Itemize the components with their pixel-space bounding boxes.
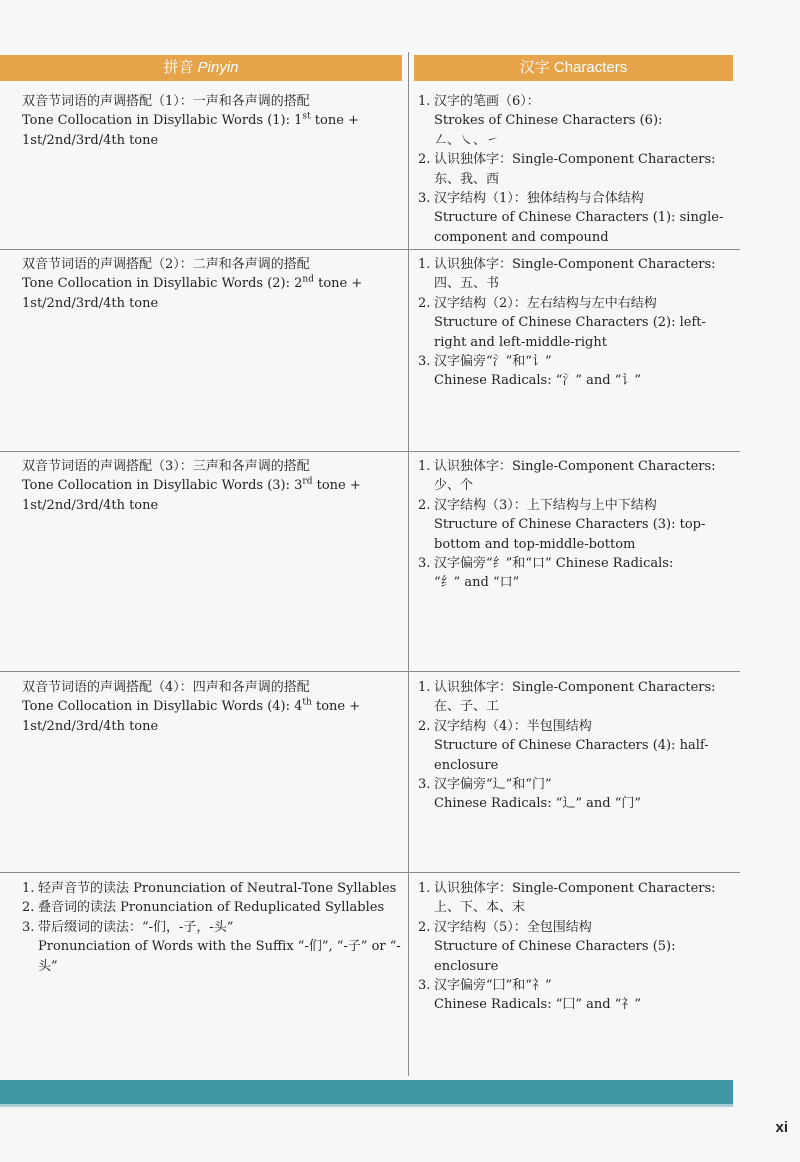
list-item-en: Structure of Chinese Characters (2): left-right and left-middle-right	[434, 315, 706, 350]
pinyin-tones: 1st/2nd/3rd/4th tone	[22, 718, 159, 734]
list-item: 1. 认识独体字：Single-Component Characters:	[418, 680, 716, 695]
characters-cell-4	[418, 678, 738, 814]
list-item: 3. 汉字偏旁“辶”和“门”	[418, 777, 552, 793]
list-item-en: Pronunciation of Words with the Suffix “-们”, “-子” or “-头”	[38, 939, 401, 974]
pinyin-tones: 1st/2nd/3rd/4th tone	[22, 132, 159, 148]
list-item: 1. 认识独体字：Single-Component Characters:	[418, 257, 716, 272]
list-item: 2. 汉字结构（2）：左右结构与左中右结构	[418, 295, 657, 311]
pinyin-title: 双音节词语的声调搭配（2）：二声和各声调的搭配	[22, 257, 310, 272]
list-item: 3. 带后缀词的读法：“-们，-子，-头”	[22, 919, 234, 935]
list-item-en: Strokes of Chinese Characters (6):	[434, 113, 663, 129]
characters-cell-2	[418, 255, 738, 391]
row-divider	[0, 451, 740, 452]
pinyin-title: 双音节词语的声调搭配（1）：一声和各声调的搭配	[22, 94, 310, 109]
list-item: 1. 汉字的笔画（6）：	[418, 94, 540, 109]
list-item-extra: ㇜、㇏、㇀	[434, 132, 500, 148]
pinyin-tones: 1st/2nd/3rd/4th tone	[22, 295, 159, 311]
characters-cell-5	[418, 879, 738, 1015]
header-pinyin-en: Pinyin	[197, 59, 239, 76]
pinyin-tones: 1st/2nd/3rd/4th tone	[22, 497, 159, 513]
list-item-en: Structure of Chinese Characters (3): top-bottom and top-middle-bottom	[434, 517, 706, 552]
list-item: 3. 汉字偏旁“纟”和“口” Chinese Radicals:	[418, 556, 674, 572]
pinyin-cell-5	[22, 879, 402, 976]
list-item-extra: 上、下、本、末	[434, 900, 526, 916]
list-item-en: Structure of Chinese Characters (5): enclosure	[434, 939, 676, 974]
row-divider	[0, 872, 740, 873]
page-number: xi	[775, 1119, 788, 1136]
header-characters: 汉字 Characters	[414, 55, 733, 81]
list-item: 3. 汉字结构（1）：独体结构与合体结构	[418, 191, 644, 207]
pinyin-cell-3	[22, 457, 402, 515]
pinyin-title: 双音节词语的声调搭配（3）：三声和各声调的搭配	[22, 459, 310, 474]
list-item-en: Structure of Chinese Characters (4): half-enclosure	[434, 738, 709, 773]
list-item-extra: “纟” and “口”	[434, 575, 520, 591]
list-item: 1. 轻声音节的读法 Pronunciation of Neutral-Tone Syllables	[22, 881, 397, 896]
list-item: 2. 认识独体字：Single-Component Characters:	[418, 152, 716, 168]
list-item: 3. 汉字偏旁“囗”和“礻”	[418, 978, 552, 994]
characters-cell-1	[418, 92, 738, 247]
list-item-en: Structure of Chinese Characters (1): single-component and compound	[434, 210, 724, 245]
list-item-en: Chinese Radicals: “辶” and “门”	[434, 796, 642, 812]
list-item-extra: 四、五、书	[434, 276, 500, 292]
list-item: 2. 汉字结构（5）：全包围结构	[418, 919, 592, 935]
pinyin-en: Tone Collocation in Disyllabic Words (1): 1st tone +	[22, 112, 359, 129]
pinyin-cell-1	[22, 92, 402, 150]
list-item: 3. 汉字偏旁“氵”和“讠”	[418, 354, 552, 370]
row-divider	[0, 249, 740, 250]
list-item: 2. 叠音词的读法 Pronunciation of Reduplicated Syllables	[22, 900, 385, 916]
characters-cell-3	[418, 457, 738, 593]
list-item: 1. 认识独体字：Single-Component Characters:	[418, 459, 716, 474]
header-pinyin-zh: 拼音	[163, 59, 194, 76]
list-item-en: Chinese Radicals: “氵” and “讠”	[434, 373, 642, 389]
list-item-extra: 在、子、工	[434, 699, 500, 715]
list-item: 2. 汉字结构（4）：半包围结构	[418, 718, 592, 734]
list-item: 2. 汉字结构（3）：上下结构与上中下结构	[418, 497, 657, 513]
list-item: 1. 认识独体字：Single-Component Characters:	[418, 881, 716, 896]
pinyin-en: Tone Collocation in Disyllabic Words (3): 3rd tone +	[22, 477, 361, 494]
footer-bar	[0, 1080, 733, 1107]
pinyin-cell-4	[22, 678, 402, 736]
header-pinyin	[0, 55, 402, 81]
pinyin-en: Tone Collocation in Disyllabic Words (2): 2nd tone +	[22, 275, 363, 292]
column-divider	[408, 52, 409, 1076]
pinyin-en: Tone Collocation in Disyllabic Words (4): 4th tone +	[22, 698, 361, 715]
list-item-extra: 东、我、西	[434, 171, 500, 187]
list-item-extra: 少、个	[434, 478, 474, 494]
pinyin-title: 双音节词语的声调搭配（4）：四声和各声调的搭配	[22, 680, 310, 695]
row-divider	[0, 671, 740, 672]
list-item-en: Chinese Radicals: “囗” and “礻”	[434, 997, 642, 1013]
pinyin-cell-2	[22, 255, 402, 313]
